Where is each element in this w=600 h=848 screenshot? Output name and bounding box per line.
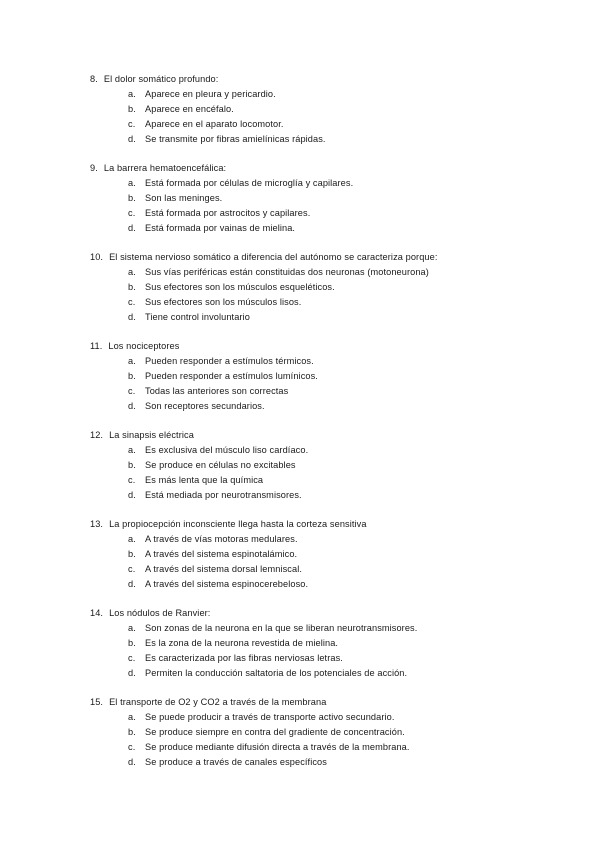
question-number: 14. — [90, 608, 104, 618]
option-text: Es exclusiva del músculo liso cardíaco. — [145, 445, 309, 455]
option-text: Se produce siempre en contra del gradiente de concentración. — [145, 727, 405, 737]
option-text: A través del sistema dorsal lemniscal. — [145, 564, 302, 574]
option-letter: a. — [128, 712, 136, 722]
option-a — [128, 444, 308, 456]
option-text: Está mediada por neurotransmisores. — [145, 490, 302, 500]
option-letter: b. — [128, 460, 136, 470]
question-number: 9. — [90, 163, 98, 173]
question-number: 15. — [90, 697, 104, 707]
question-text: Los nociceptores — [108, 341, 180, 351]
option-d — [128, 578, 308, 590]
option-letter: b. — [128, 193, 136, 203]
question-number: 11. — [90, 341, 103, 351]
option-text: Está formada por células de microglía y capilares. — [145, 178, 354, 188]
question-text: El sistema nervioso somático a diferencia del autónomo se caracteriza porque: — [109, 252, 438, 262]
option-c — [128, 652, 343, 664]
option-letter: d. — [128, 757, 136, 767]
option-text: Se produce a través de canales específicos — [145, 757, 327, 767]
option-text: A través del sistema espinotalámico. — [145, 549, 298, 559]
option-c — [128, 385, 288, 397]
option-letter: c. — [128, 297, 136, 307]
option-letter: a. — [128, 623, 136, 633]
option-text: Son zonas de la neurona en la que se liberan neurotransmisores. — [145, 623, 418, 633]
option-text: Es más lenta que la química — [145, 475, 264, 485]
question-stem — [90, 518, 367, 530]
option-letter: b. — [128, 549, 136, 559]
option-text: Aparece en encéfalo. — [145, 104, 234, 114]
option-text: Aparece en el aparato locomotor. — [145, 119, 284, 129]
question-stem — [90, 73, 218, 85]
option-letter: d. — [128, 579, 136, 589]
option-a — [128, 622, 417, 634]
option-text: Es la zona de la neurona revestida de mielina. — [145, 638, 339, 648]
question-text: La sinapsis eléctrica — [109, 430, 194, 440]
option-letter: d. — [128, 312, 136, 322]
option-text: A través del sistema espinocerebeloso. — [145, 579, 309, 589]
option-letter: d. — [128, 668, 136, 678]
option-d — [128, 667, 407, 679]
option-letter: b. — [128, 638, 136, 648]
option-letter: a. — [128, 89, 136, 99]
option-d — [128, 222, 295, 234]
option-letter: c. — [128, 564, 136, 574]
option-text: Todas las anteriores son correctas — [145, 386, 289, 396]
option-letter: c. — [128, 386, 136, 396]
option-text: Son receptores secundarios. — [145, 401, 265, 411]
option-text: Se transmite por fibras amielínicas rápidas. — [145, 134, 326, 144]
option-c — [128, 118, 284, 130]
option-letter: c. — [128, 475, 136, 485]
option-letter: b. — [128, 104, 136, 114]
option-d — [128, 489, 302, 501]
option-a — [128, 88, 276, 100]
option-d — [128, 756, 327, 768]
option-text: Pueden responder a estímulos térmicos. — [145, 356, 314, 366]
question-stem — [90, 162, 226, 174]
option-letter: b. — [128, 371, 136, 381]
option-d — [128, 133, 326, 145]
option-c — [128, 207, 310, 219]
question-stem — [90, 251, 437, 263]
option-c — [128, 296, 301, 308]
option-text: Tiene control involuntario — [145, 312, 250, 322]
option-a — [128, 533, 298, 545]
option-letter: d. — [128, 490, 136, 500]
option-letter: c. — [128, 208, 136, 218]
question-text: La propiocepción inconsciente llega hasta la corteza sensitiva — [109, 519, 367, 529]
option-d — [128, 311, 250, 323]
option-text: Permiten la conducción saltatoria de los potenciales de acción. — [145, 668, 408, 678]
question-number: 13. — [90, 519, 104, 529]
option-b — [128, 548, 297, 560]
option-text: A través de vías motoras medulares. — [145, 534, 298, 544]
option-a — [128, 355, 314, 367]
option-a — [128, 177, 353, 189]
question-stem — [90, 607, 210, 619]
question-stem — [90, 340, 179, 352]
option-b — [128, 281, 335, 293]
option-letter: b. — [128, 727, 136, 737]
option-text: Es caracterizada por las fibras nerviosas letras. — [145, 653, 343, 663]
option-text: Son las meninges. — [145, 193, 223, 203]
option-letter: a. — [128, 178, 136, 188]
option-letter: c. — [128, 742, 136, 752]
option-letter: c. — [128, 653, 136, 663]
option-b — [128, 459, 296, 471]
option-b — [128, 726, 405, 738]
option-text: Sus efectores son los músculos esqueléticos. — [145, 282, 335, 292]
option-letter: d. — [128, 134, 136, 144]
question-text: La barrera hematoencefálica: — [103, 163, 227, 173]
option-text: Sus vías periféricas están constituidas dos neuronas (motoneurona) — [145, 267, 429, 277]
option-letter: a. — [128, 356, 136, 366]
option-c — [128, 474, 263, 486]
option-c — [128, 563, 302, 575]
option-b — [128, 637, 338, 649]
option-a — [128, 266, 429, 278]
option-text: Aparece en pleura y pericardio. — [145, 89, 276, 99]
option-letter: d. — [128, 223, 136, 233]
question-text: Los nódulos de Ranvier: — [109, 608, 211, 618]
question-number: 10. — [90, 252, 104, 262]
option-letter: a. — [128, 267, 136, 277]
question-text: El dolor somático profundo: — [103, 74, 219, 84]
option-c — [128, 741, 410, 753]
option-text: Pueden responder a estímulos lumínicos. — [145, 371, 318, 381]
option-text: Sus efectores son los músculos lisos. — [145, 297, 302, 307]
question-stem — [90, 696, 326, 708]
option-text: Se puede producir a través de transporte activo secundario. — [145, 712, 395, 722]
option-text: Está formada por astrocitos y capilares. — [145, 208, 311, 218]
question-text: El transporte de O2 y CO2 a través de la membrana — [109, 697, 327, 707]
option-d — [128, 400, 265, 412]
option-b — [128, 370, 318, 382]
option-letter: a. — [128, 534, 136, 544]
question-number: 12. — [90, 430, 104, 440]
option-text: Está formada por vainas de mielina. — [145, 223, 296, 233]
option-letter: c. — [128, 119, 136, 129]
option-b — [128, 103, 234, 115]
question-stem — [90, 429, 194, 441]
question-number: 8. — [90, 74, 98, 84]
option-text: Se produce mediante difusión directa a través de la membrana. — [145, 742, 410, 752]
option-letter: d. — [128, 401, 136, 411]
option-text: Se produce en células no excitables — [145, 460, 296, 470]
option-a — [128, 711, 395, 723]
option-letter: b. — [128, 282, 136, 292]
option-b — [128, 192, 222, 204]
option-letter: a. — [128, 445, 136, 455]
